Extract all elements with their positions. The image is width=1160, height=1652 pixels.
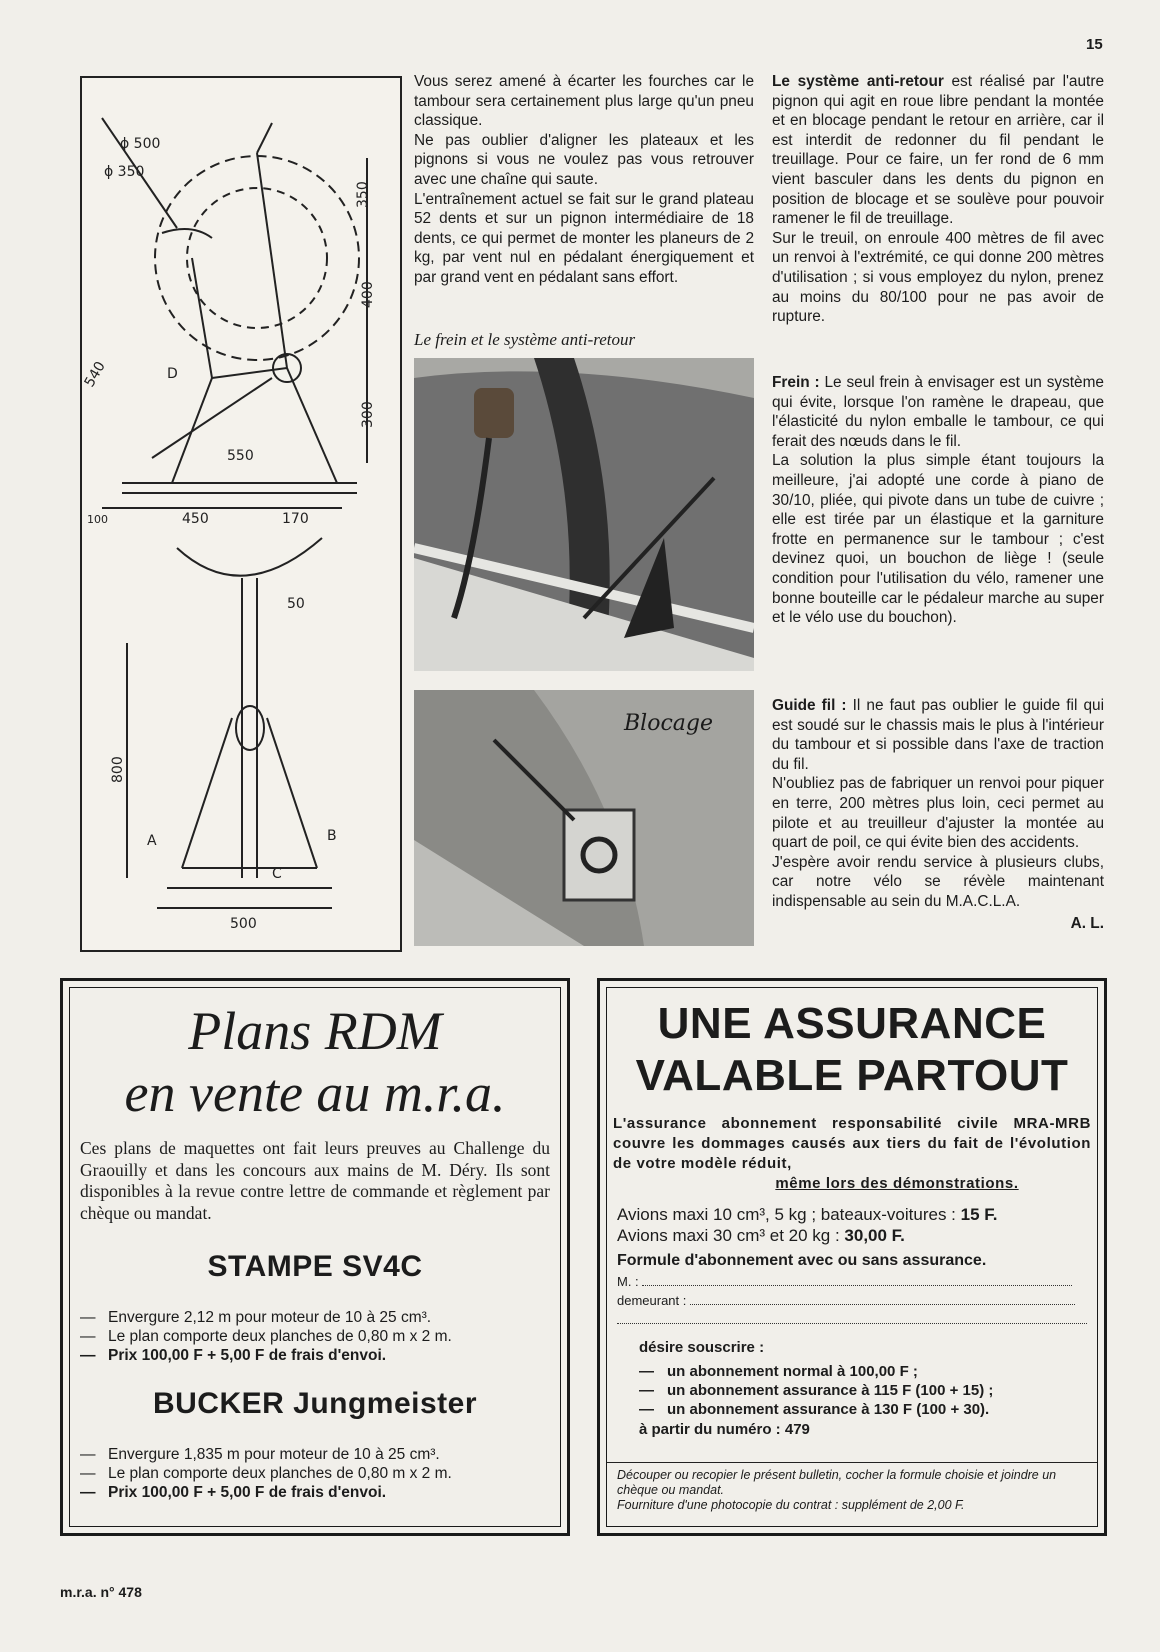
form-field-address[interactable]: demeurant : (617, 1291, 1091, 1310)
dim-h350: 350 (355, 181, 371, 208)
blocage-label: Blocage (624, 711, 713, 736)
technical-drawing (80, 76, 402, 952)
plane-name-stampe: STAMPE SV4C (207, 1250, 423, 1283)
right-column-text-2 (772, 373, 1104, 628)
paragraph: L'entraînement actuel se fait sur le grand plateau 52 dents et sur un pignon intermédiaire de 18 dents, ce qui permet de monter les planeurs de 2 kg, par vent nul en pédalant énergiquement et par grand vent en pédalant sans effort. (414, 190, 754, 286)
dim-w500: 500 (230, 916, 257, 932)
label-a: A (147, 833, 157, 849)
issue-footer: m.r.a. n° 478 (60, 1584, 142, 1600)
middle-column-text (414, 72, 754, 288)
dim-l170: 170 (282, 511, 309, 527)
ad-insurance-title-2: VALABLE PARTOUT (635, 1051, 1069, 1100)
from-issue: à partir du numéro : 479 (639, 1421, 810, 1438)
dim-l100: 100 (87, 513, 108, 526)
section-title-guide-fil: Guide fil : (772, 697, 847, 714)
dim-l550: 550 (227, 448, 254, 464)
ad-insurance-underlined: même lors des démonstrations. (775, 1175, 1019, 1192)
paragraph: Le seul frein à envisager est un système qui évite, lorsque l'on ramène le drapeau, que l'élasticité du nylon emballe le tambour, ce qui ferait des nœuds dans le fil. (772, 374, 1104, 450)
form-field-address-cont[interactable] (617, 1310, 1091, 1329)
section-title-anti-retour: Le système anti-retour (772, 73, 944, 90)
ad-plans-title-2: en vente au m.r.a. (124, 1063, 506, 1123)
section-title-frein: Frein : (772, 374, 820, 391)
list-item: — Prix 100,00 F + 5,00 F de frais d'envoi. (80, 1483, 550, 1502)
paragraph: N'oubliez pas de fabriquer un renvoi pour piquer en terre, 200 mètres plus loin, ceci permet au pilote et au treuilleur d'ajuster la montée au quart de poil, ce qui évite bien des accidents. (772, 775, 1104, 852)
paragraph: La solution la plus simple étant toujours la meilleure, j'ai adopté une corde à piano de 30/10, pliée, qui pivote dans un tube de cuivre ; elle est tirée par un élastique et la garniture frotte en permanence sur le tambour ; c'est devinez quoi, un bouchon de liège ! (seule condition pour l'utilisation du vélo, ramener une bonne bouteille car le pédaleur marche au super et le vélo use du bouchon). (772, 452, 1104, 627)
paragraph: Sur le treuil, on enroule 400 mètres de fil avec un renvoi à l'extrémité, ce qui donne 200 mètres d'utilisation ; si vous employez du nylon, prenez au moins du 80/100 pour ne pas avoir de rupture. (772, 229, 1104, 326)
photo-blocking (414, 690, 754, 946)
subscription-option[interactable]: — un abonnement normal à 100,00 F ; (639, 1362, 1097, 1381)
list-item: — Le plan comporte deux planches de 0,80 m x 2 m. (80, 1464, 550, 1483)
ad-plans-rdm (60, 978, 570, 1536)
ad-insurance-note-2: Fourniture d'une photocopie du contrat : supplément de 2,00 F. (617, 1498, 965, 1512)
list-item: — Prix 100,00 F + 5,00 F de frais d'envoi. (80, 1346, 550, 1365)
photo-caption: Le frein et le système anti-retour (414, 330, 636, 349)
list-item: — Le plan comporte deux planches de 0,80 m x 2 m. (80, 1327, 550, 1346)
page-number: 15 (1086, 36, 1103, 53)
bicycle-winch-drawing (82, 78, 400, 950)
dim-d350: ϕ 350 (104, 164, 145, 180)
price-line-1: Avions maxi 10 cm³, 5 kg ; bateaux-voitures : 15 F. (617, 1205, 998, 1224)
dim-h800: 800 (110, 756, 126, 783)
dim-h300: 300 (360, 401, 376, 428)
list-item: — Envergure 1,835 m pour moteur de 10 à 25 cm³. (80, 1445, 550, 1464)
ad-plans-body: Ces plans de maquettes ont fait leurs preuves au Challenge du Graouilly et dans les concours aux mains de M. Déry. Ils sont disponibles à la revue contre lettre de commande et règlement par chèque ou mandat. (80, 1138, 550, 1223)
formula-title: Formule d'abonnement avec ou sans assurance. (617, 1252, 987, 1269)
plane-stampe-specs (80, 1308, 550, 1365)
signature: A. L. (1070, 914, 1104, 932)
label-d: D (167, 366, 178, 382)
subscription-option[interactable]: — un abonnement assurance à 115 F (100 + 15) ; (639, 1381, 1097, 1400)
label-b: B (327, 828, 337, 844)
brake-photo-illustration (414, 358, 754, 671)
paragraph: J'espère avoir rendu service à plusieurs clubs, car notre vélo se révèle maintenant indispensable au sein du M.A.C.L.A. (772, 853, 1104, 910)
photo-brake (414, 358, 754, 671)
ad-insurance (597, 978, 1107, 1536)
right-column-text-3 (772, 696, 1104, 933)
dim-l540: 540 (82, 358, 109, 390)
subscription-options (639, 1362, 1097, 1419)
plane-name-bucker: BUCKER Jungmeister (152, 1387, 478, 1420)
divider (607, 1462, 1097, 1463)
subscribe-label: désire souscrire : (639, 1339, 765, 1356)
dim-l450: 450 (182, 511, 209, 527)
ad-insurance-body: L'assurance abonnement responsabilité civile MRA-MRB couvre les dommages causés aux tiers du fait de l'évolution de votre modèle réduit, (613, 1115, 1091, 1172)
paragraph: est réalisé par l'autre pignon qui agit en roue libre pendant la montée et en blocage pendant le retour en arrière, car il est interdit de redonner du fil pendant le treuillage. Pour ce faire, un fer rond de 6 mm vient basculer dans les dents du pignon en position de blocage et se soulève pour pouvoir ramener le fil de treuillage. (772, 73, 1105, 228)
dim-h400: 400 (360, 281, 376, 308)
ad-insurance-note-1: Découper ou recopier le présent bulletin, cocher la formule choisie et joindre un chèque ou mandat. (617, 1468, 1057, 1497)
form-field-name[interactable]: M. : (617, 1272, 1091, 1291)
price-line-2: Avions maxi 30 cm³ et 20 kg : 30,00 F. (617, 1226, 905, 1245)
plane-bucker-specs (80, 1445, 550, 1502)
paragraph: Il ne faut pas oublier le guide fil qui est soudé sur le chassis mais le plus à l'intérieur du tambour et si possible dans l'axe de traction du fil. (772, 697, 1104, 773)
list-item: — Envergure 2,12 m pour moteur de 10 à 25 cm³. (80, 1308, 550, 1327)
dim-d500: ϕ 500 (120, 136, 161, 152)
label-c: C (272, 866, 282, 882)
blocking-photo-illustration (414, 690, 754, 946)
ad-insurance-title-1: UNE ASSURANCE (657, 999, 1047, 1048)
right-column-text-1 (772, 72, 1104, 327)
dim-w50: 50 (287, 596, 305, 612)
ad-plans-title-1: Plans RDM (188, 1001, 442, 1061)
paragraph: Ne pas oublier d'aligner les plateaux et les pignons si vous ne voulez pas vous retrouver avec une chaîne qui saute. (414, 131, 754, 188)
paragraph: Vous serez amené à écarter les fourches car le tambour sera certainement plus large qu'un pneu classique. (414, 73, 754, 130)
subscription-option[interactable]: — un abonnement assurance à 130 F (100 + 30). (639, 1400, 1097, 1419)
